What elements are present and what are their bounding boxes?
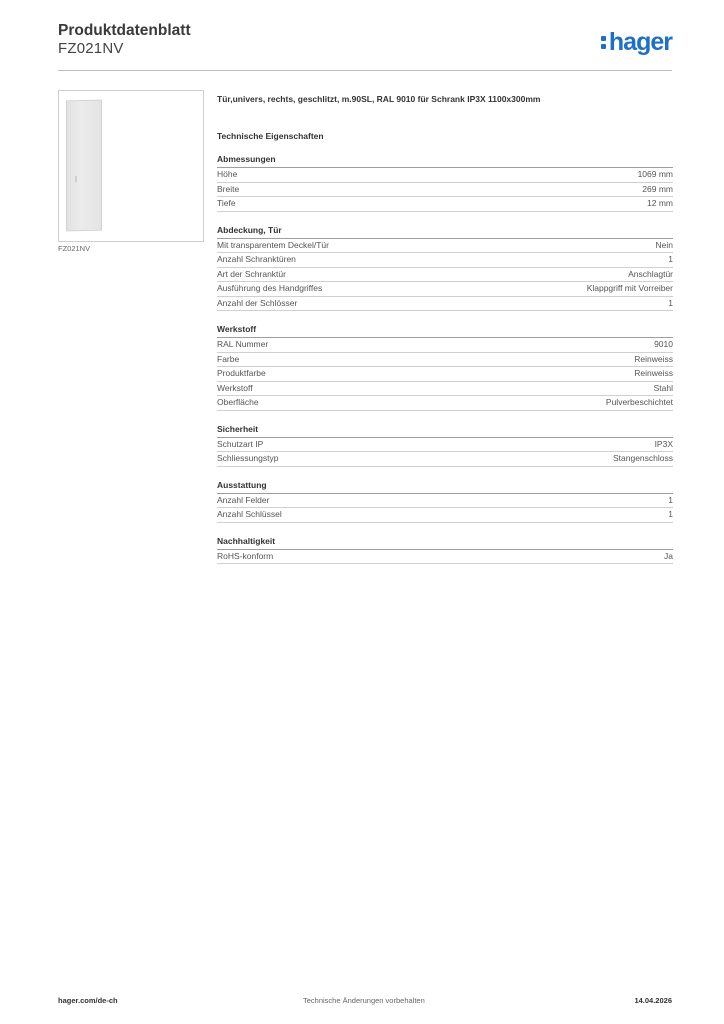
page-footer	[58, 996, 672, 1008]
spec-row	[217, 297, 673, 312]
spec-label: Schliessungstyp	[217, 453, 279, 463]
door-illustration	[66, 100, 102, 232]
spec-row	[217, 183, 673, 198]
spec-row	[217, 382, 673, 397]
spec-row	[217, 438, 673, 453]
spec-value: Pulverbeschichtet	[605, 397, 673, 407]
spec-group-title: Abmessungen	[217, 154, 673, 168]
spec-value: Stangenschloss	[612, 453, 673, 463]
spec-row	[217, 197, 673, 212]
hager-logo	[601, 28, 672, 57]
spec-row	[217, 338, 673, 353]
product-description: Tür,univers, rechts, geschlitzt, m.90SL, RAL 9010 für Schrank IP3X 1100x300mm	[217, 94, 541, 104]
document-title: Produktdatenblatt	[58, 22, 191, 39]
spec-label: Anzahl Felder	[217, 494, 270, 505]
spec-row	[217, 239, 673, 254]
spec-value: Klappgriff mit Vorreiber	[586, 283, 673, 293]
footer-notice: Technische Änderungen vorbehalten	[303, 996, 425, 1005]
product-details	[217, 94, 673, 577]
spec-label: Anzahl Schlüssel	[217, 509, 282, 519]
page-header	[58, 22, 672, 71]
spec-group	[217, 154, 673, 212]
spec-value: 9010	[654, 339, 673, 349]
spec-row	[217, 253, 673, 268]
spec-row	[217, 550, 673, 565]
spec-value: Anschlagtür	[628, 268, 673, 279]
footer-website-link[interactable]: hager.com/de-ch	[58, 996, 118, 1005]
spec-value: Stahl	[653, 382, 673, 393]
spec-value: 1	[668, 297, 673, 308]
spec-label: RoHS-konform	[217, 550, 274, 561]
spec-label: Ausführung des Handgriffes	[217, 283, 323, 293]
spec-group	[217, 225, 673, 312]
spec-label: Werkstoff	[217, 382, 253, 393]
spec-row	[217, 168, 673, 183]
spec-value: 1069 mm	[637, 169, 673, 179]
spec-value: Reinweiss	[634, 368, 673, 378]
spec-group	[217, 324, 673, 411]
spec-group	[217, 480, 673, 523]
spec-label: Schutzart IP	[217, 438, 264, 449]
spec-value: 1	[668, 494, 673, 505]
spec-value: IP3X	[654, 438, 673, 449]
spec-value: Nein	[655, 239, 673, 250]
spec-label: Art der Schranktür	[217, 268, 286, 279]
footer-date: 14.04.2026	[634, 996, 672, 1005]
spec-group-title: Sicherheit	[217, 424, 673, 438]
spec-label: Oberfläche	[217, 397, 259, 407]
door-handle-slot	[75, 176, 77, 182]
spec-group	[217, 536, 673, 565]
spec-label: Anzahl Schranktüren	[217, 254, 296, 264]
spec-row	[217, 508, 673, 523]
product-image	[58, 90, 204, 242]
spec-label: RAL Nummer	[217, 339, 269, 349]
spec-label: Höhe	[217, 169, 238, 179]
spec-label: Produktfarbe	[217, 368, 266, 378]
spec-label: Breite	[217, 183, 240, 194]
spec-group-title: Ausstattung	[217, 480, 673, 494]
spec-groups	[217, 154, 673, 564]
logo-dots-icon	[601, 33, 607, 51]
spec-label: Anzahl der Schlösser	[217, 297, 298, 308]
spec-row	[217, 367, 673, 382]
spec-label: Tiefe	[217, 198, 236, 208]
spec-label: Farbe	[217, 353, 240, 364]
spec-group	[217, 424, 673, 467]
spec-row	[217, 494, 673, 509]
product-code: FZ021NV	[58, 40, 124, 57]
spec-group-title: Werkstoff	[217, 324, 673, 338]
logo-text: hager	[608, 28, 672, 56]
spec-row	[217, 268, 673, 283]
product-image-caption: FZ021NV	[58, 244, 91, 253]
spec-row	[217, 353, 673, 368]
spec-label: Mit transparentem Deckel/Tür	[217, 239, 329, 250]
spec-row	[217, 452, 673, 467]
spec-value: 12 mm	[647, 198, 673, 208]
spec-value: 269 mm	[642, 183, 673, 194]
spec-value: 1	[668, 509, 673, 519]
spec-row	[217, 396, 673, 411]
spec-group-title: Nachhaltigkeit	[217, 536, 673, 550]
specs-title: Technische Eigenschaften	[217, 131, 324, 141]
spec-value: Reinweiss	[634, 353, 673, 364]
spec-value: 1	[668, 254, 673, 264]
spec-row	[217, 282, 673, 297]
spec-value: Ja	[664, 550, 673, 561]
spec-group-title: Abdeckung, Tür	[217, 225, 673, 239]
